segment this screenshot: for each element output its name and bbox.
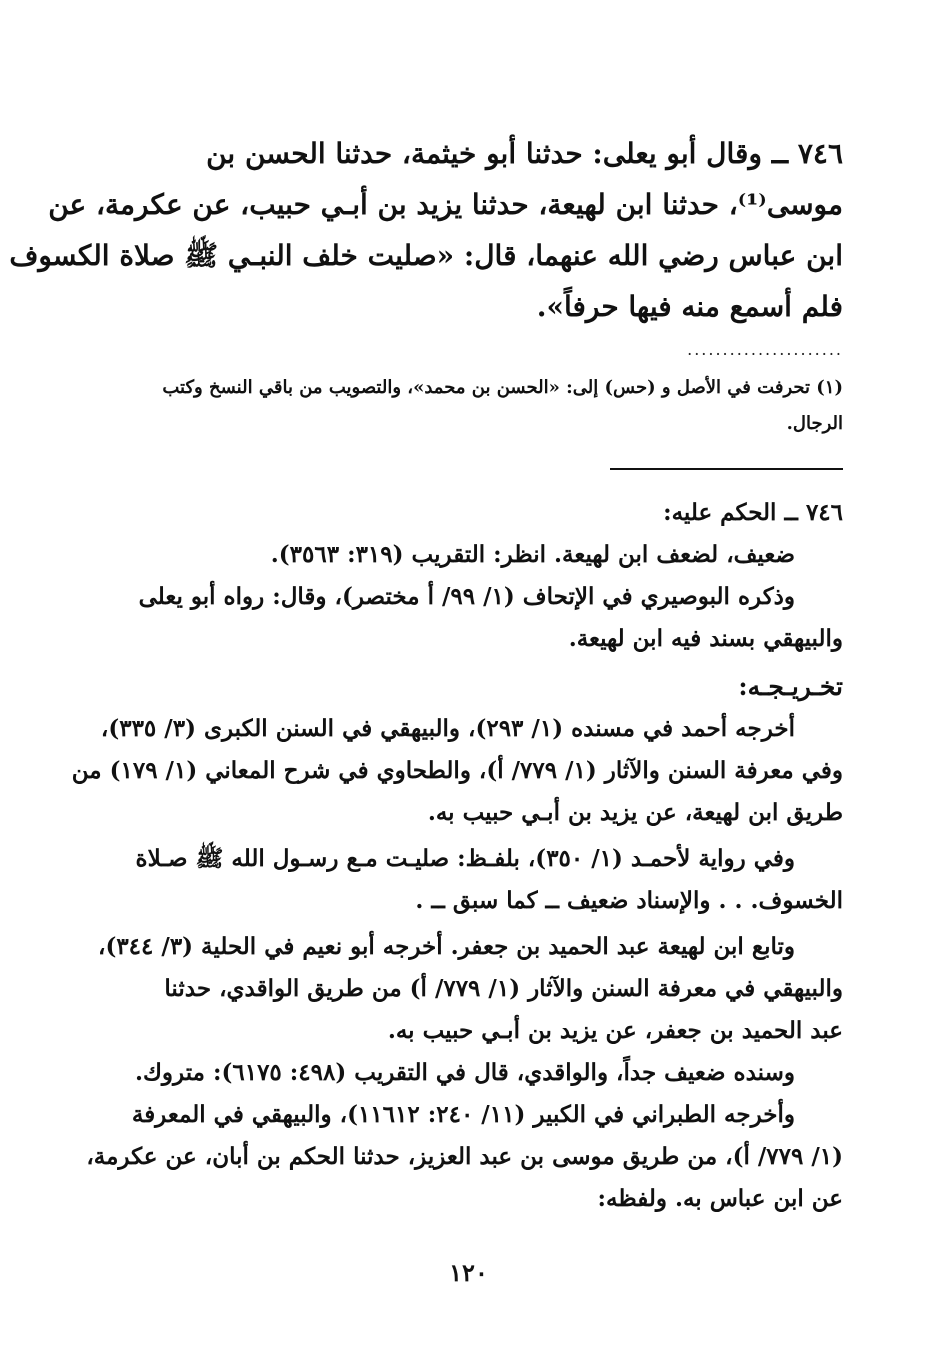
takhrij-line: وتابع ابن لهيعة عبد الحميد بن جعفر. أخرجه أبو نعيم في الحلية (٣/ ٣٤٤)، bbox=[98, 933, 795, 960]
footnote-line: الرجال. bbox=[786, 413, 843, 434]
takhrij-line: الخسوف. . . والإسناد ضعيف ــ كما سبق ــ . bbox=[415, 887, 843, 914]
commentary-section bbox=[71, 492, 843, 1220]
ruling-line: ضعيف، لضعف ابن لهيعة. انظر: التقريب (٣١٩: ٣٥٦٣). bbox=[270, 541, 795, 568]
takhrij-line: وسنده ضعيف جداً، والواقدي، قال في التقريب (٤٩٨: ٦١٧٥): متروك. bbox=[134, 1059, 795, 1086]
ruling-line: وذكره البوصيري في الإتحاف (١/ ٩٩/ أ مختصر)، وقال: رواه أبو يعلى bbox=[138, 583, 795, 610]
page-number: ١٢٠ bbox=[449, 1258, 488, 1287]
takhrij-line: عن ابن عباس به. ولفظه: bbox=[597, 1185, 843, 1212]
ruling-heading: ٧٤٦ ــ الحكم عليه: bbox=[663, 499, 843, 526]
takhrij-line: طريق ابن لهيعة، عن يزيد بن أبـي حبيب به. bbox=[427, 799, 843, 826]
takhrij-line: وأخرجه الطبراني في الكبير (١١/ ٢٤٠: ١١٦١٢)، والبيهقي في المعرفة bbox=[131, 1101, 795, 1128]
footnote-separator: ...................... bbox=[687, 340, 843, 359]
hadith-line: ٧٤٦ ــ وقال أبو يعلى: حدثنا أبو خيثمة، حدثنا الحسن بن bbox=[206, 137, 843, 170]
takhrij-line: وفي معرفة السنن والآثار (١/ ٧٧٩/ أ)، والطحاوي في شرح المعاني (١/ ١٧٩) من bbox=[71, 757, 843, 784]
takhrij-line: والبيهقي في معرفة السنن والآثار (١/ ٧٧٩/ أ) من طريق الواقدي، حدثنا bbox=[164, 975, 843, 1002]
footnote-line: (١) تحرفت في الأصل و (حس) إلى: «الحسن بن محمد»، والتصويب من باقي النسخ وكتب bbox=[162, 377, 843, 398]
takhrij-line: (١/ ٧٧٩/ أ)، من طريق موسى بن عبد العزيز، حدثنا الحكم بن أبان، عن عكرمة، bbox=[86, 1143, 843, 1170]
takhrij-line: أخرجه أحمد في مسنده (١/ ٢٩٣)، والبيهقي في السنن الكبرى (٣/ ٣٣٥)، bbox=[100, 715, 795, 742]
takhrij-line: عبد الحميد بن جعفر، عن يزيد بن أبـي حبيب به. bbox=[387, 1017, 843, 1044]
takhrij-line: وفي رواية لأحمـد (١/ ٣٥٠)، بلفـظ: صليـت مـع رسـول الله ﷺ صـلاة bbox=[135, 845, 795, 872]
takhrij-heading: تخـريـجـه: bbox=[738, 672, 843, 701]
hadith-line: فلم أسمع منه فيها حرفاً». bbox=[536, 290, 843, 323]
hadith-line: موسى⁽¹⁾، حدثنا ابن لهيعة، حدثنا يزيد بن أبـي حبيب، عن عكرمة، عن bbox=[48, 188, 843, 221]
hadith-line: ابن عباس رضي الله عنهما، قال: «صليت خلف النبـي ﷺ صلاة الكسوف bbox=[9, 239, 843, 272]
hadith-text bbox=[9, 128, 843, 332]
ruling-line: والبيهقي بسند فيه ابن لهيعة. bbox=[568, 625, 843, 652]
footnote bbox=[120, 370, 843, 442]
section-divider bbox=[610, 468, 843, 470]
